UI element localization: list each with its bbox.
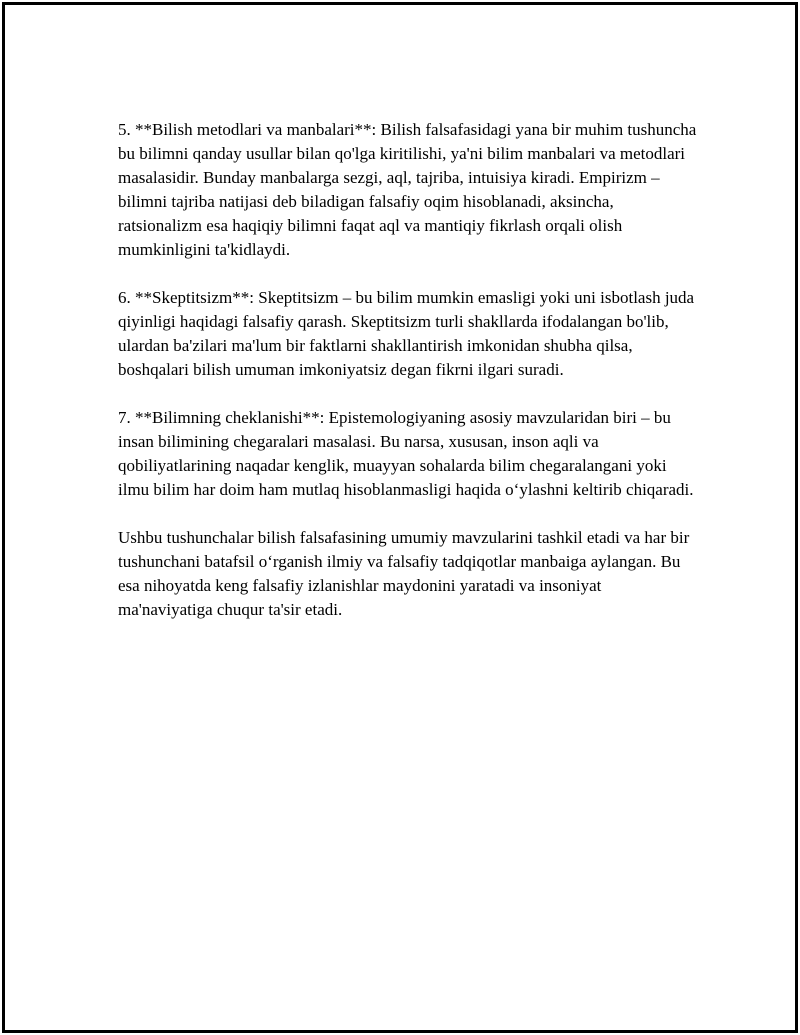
paragraph-bilimning-cheklanishi: 7. **Bilimning cheklanishi**: Epistemologiyaning asosiy mavzularidan biri – bu insan bilimining chegaralari masalasi. Bu narsa, xususan, inson aqli va qobiliyatlarining naqadar kenglik, muayyan sohalarda bilim chegaralangani yoki ilmu bilim har doim ham mutlaq hisoblanmasligi haqida o‘ylashni keltirib chiqaradi.	[118, 408, 694, 499]
paragraph-conclusion: Ushbu tushunchalar bilish falsafasining umumiy mavzularini tashkil etadi va har bir tushunchani batafsil o‘rganish ilmiy va falsafiy tadqiqotlar manbaiga aylangan. Bu esa nihoyatda keng falsafiy izlanishlar maydonini yaratadi va insoniyat ma'naviyatiga chuqur ta'sir etadi.	[118, 528, 690, 619]
document-body	[118, 118, 698, 646]
paragraph-skeptitsizm: 6. **Skeptitsizm**: Skeptitsizm – bu bilim mumkin emasligi yoki uni isbotlash juda qiyinligi haqidagi falsafiy qarash. Skeptitsizm turli shakllarda ifodalangan bo'lib, ulardan ba'zilari ma'lum bir faktlarni shakllantirish imkonidan shubha qilsa, boshqalari bilish umuman imkoniyatsiz degan fikrni ilgari suradi.	[118, 288, 695, 379]
paragraph-bilish-metodlari: 5. **Bilish metodlari va manbalari**: Bilish falsafasidagi yana bir muhim tushuncha bu bilimni qanday usullar bilan qo'lga kiritilishi, ya'ni bilim manbalari va metodlari masalasidir. Bunday manbalarga sezgi, aql, tajriba, intuisiya kiradi. Empirizm – bilimni tajriba natijasi deb biladigan falsafiy oqim hisoblanadi, aksincha, ratsionalizm esa haqiqiy bilimni faqat aql va mantiqiy fikrlash orqali olish mumkinligini ta'kidlaydi.	[118, 120, 697, 259]
